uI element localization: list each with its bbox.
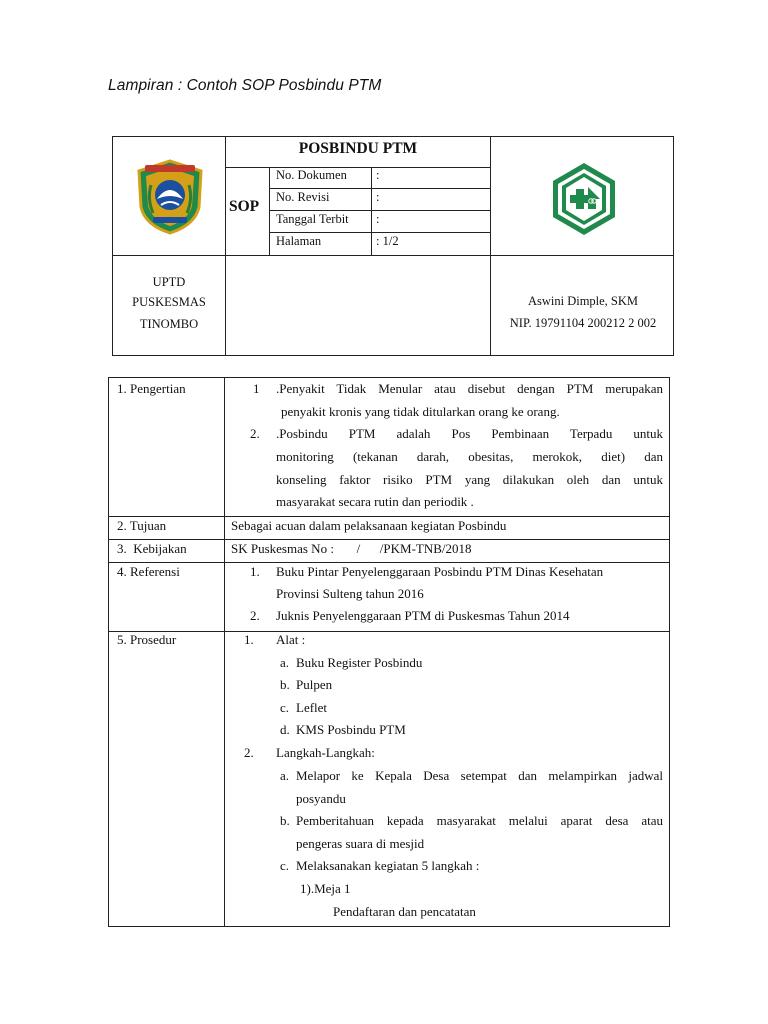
list-number: 1. [250,564,260,579]
meja-description: Pendaftaran dan pencatatan [333,904,476,919]
langkah-title: Langkah-Langkah: [276,745,375,760]
list-number: 1. [244,632,254,647]
org-line-tinombo: TINOMBO [139,317,199,331]
row-divider [109,631,669,632]
header-divider [269,232,490,233]
field-label-tanggal-terbit: Tanggal Terbit [276,212,349,226]
langkah-text-line: Melaksanakan kegiatan 5 langkah : [296,858,480,873]
langkah-text-line: Pemberitahuan kepada masyarakat melalui aparat desa atau [296,813,663,828]
header-divider [371,167,372,255]
referensi-text-line: Buku Pintar Penyelenggaraan Posbindu PTM Dinas Kesehatan [276,564,604,579]
org-line-uptd: UPTD [152,275,186,289]
list-letter: a. [280,768,290,783]
column-divider [224,378,225,926]
pengertian-text-line: monitoring (tekanan darah, obesitas, merokok, diet) dan [276,449,663,464]
header-divider [225,167,490,168]
signer-name: Aswini Dimple, SKM [527,294,639,308]
section-label-kebijakan: 3. Kebijakan [117,541,187,556]
pengertian-text-line: penyakit kronis yang tidak ditularkan orang ke orang. [281,404,560,419]
row-divider [109,516,669,517]
alat-item: Pulpen [296,677,333,692]
list-letter: a. [280,655,290,670]
section-label-prosedur: 5. Prosedur [117,632,177,647]
alat-title: Alat : [276,632,306,647]
referensi-text-line: Provinsi Sulteng tahun 2016 [276,586,424,601]
sop-title: POSBINDU PTM [298,140,418,157]
langkah-text-line: Melapor ke Kepala Desa setempat dan melampirkan jadwal [296,768,663,783]
list-letter: c. [280,858,290,873]
field-label-no-dokumen: No. Dokumen [276,168,347,182]
header-divider [269,188,490,189]
field-label-no-revisi: No. Revisi [276,190,330,204]
alat-item: KMS Posbindu PTM [296,722,406,737]
section-label-referensi: 4. Referensi [117,564,180,579]
page-title: Lampiran : Contoh SOP Posbindu PTM [108,77,382,94]
org-line-puskesmas: PUSKESMAS [132,295,206,309]
field-value-tanggal-terbit: : [376,212,380,226]
list-letter: b. [280,813,290,828]
field-label-halaman: Halaman [276,234,322,248]
pengertian-text-line: konseling faktor risiko PTM yang dilakukan oleh dan untuk [276,472,663,487]
header-divider [225,137,226,355]
list-number: 2. [250,608,260,623]
row-divider [109,539,669,540]
list-letter: b. [280,677,290,692]
langkah-text-line: pengeras suara di mesjid [296,836,425,851]
sop-header-table [112,136,674,356]
list-letter: c. [280,700,290,715]
kebijakan-text: SK Puskesmas No : / /PKM-TNB/2018 [231,541,472,556]
header-divider [269,167,270,255]
row-divider [109,562,669,563]
field-value-halaman: : 1/2 [376,234,399,248]
alat-item: Leflet [296,700,328,715]
list-number: 2. [244,745,254,760]
referensi-text-line: Juknis Penyelenggaraan PTM di Puskesmas Tahun 2014 [276,608,570,623]
puskesmas-logo [546,161,622,237]
pengertian-text-line: .Penyakit Tidak Menular atau disebut dengan PTM merupakan [276,381,663,396]
alat-item: Buku Register Posbindu [296,655,423,670]
meja-label: 1).Meja 1 [300,881,351,896]
field-value-no-dokumen: : [376,168,380,182]
section-label-pengertian: 1. Pengertian [117,381,186,396]
sop-label: SOP [229,198,260,215]
header-divider [113,255,673,256]
list-number: 2. [250,426,260,441]
pengertian-text-line: masyarakat secara rutin dan periodik . [276,494,474,509]
langkah-text-line: posyandu [296,791,346,806]
list-letter: d. [280,722,290,737]
signer-nip: NIP. 19791104 200212 2 002 [509,316,657,330]
field-value-no-revisi: : [376,190,380,204]
tujuan-text: Sebagai acuan dalam pelaksanaan kegiatan Posbindu [231,518,507,533]
section-label-tujuan: 2. Tujuan [117,518,167,533]
regency-emblem-logo [135,159,205,235]
header-divider [269,210,490,211]
pengertian-text-line: .Posbindu PTM adalah Pos Pembinaan Terpadu untuk [276,426,663,441]
sop-content-table [108,377,670,927]
list-number: 1 [253,381,260,396]
